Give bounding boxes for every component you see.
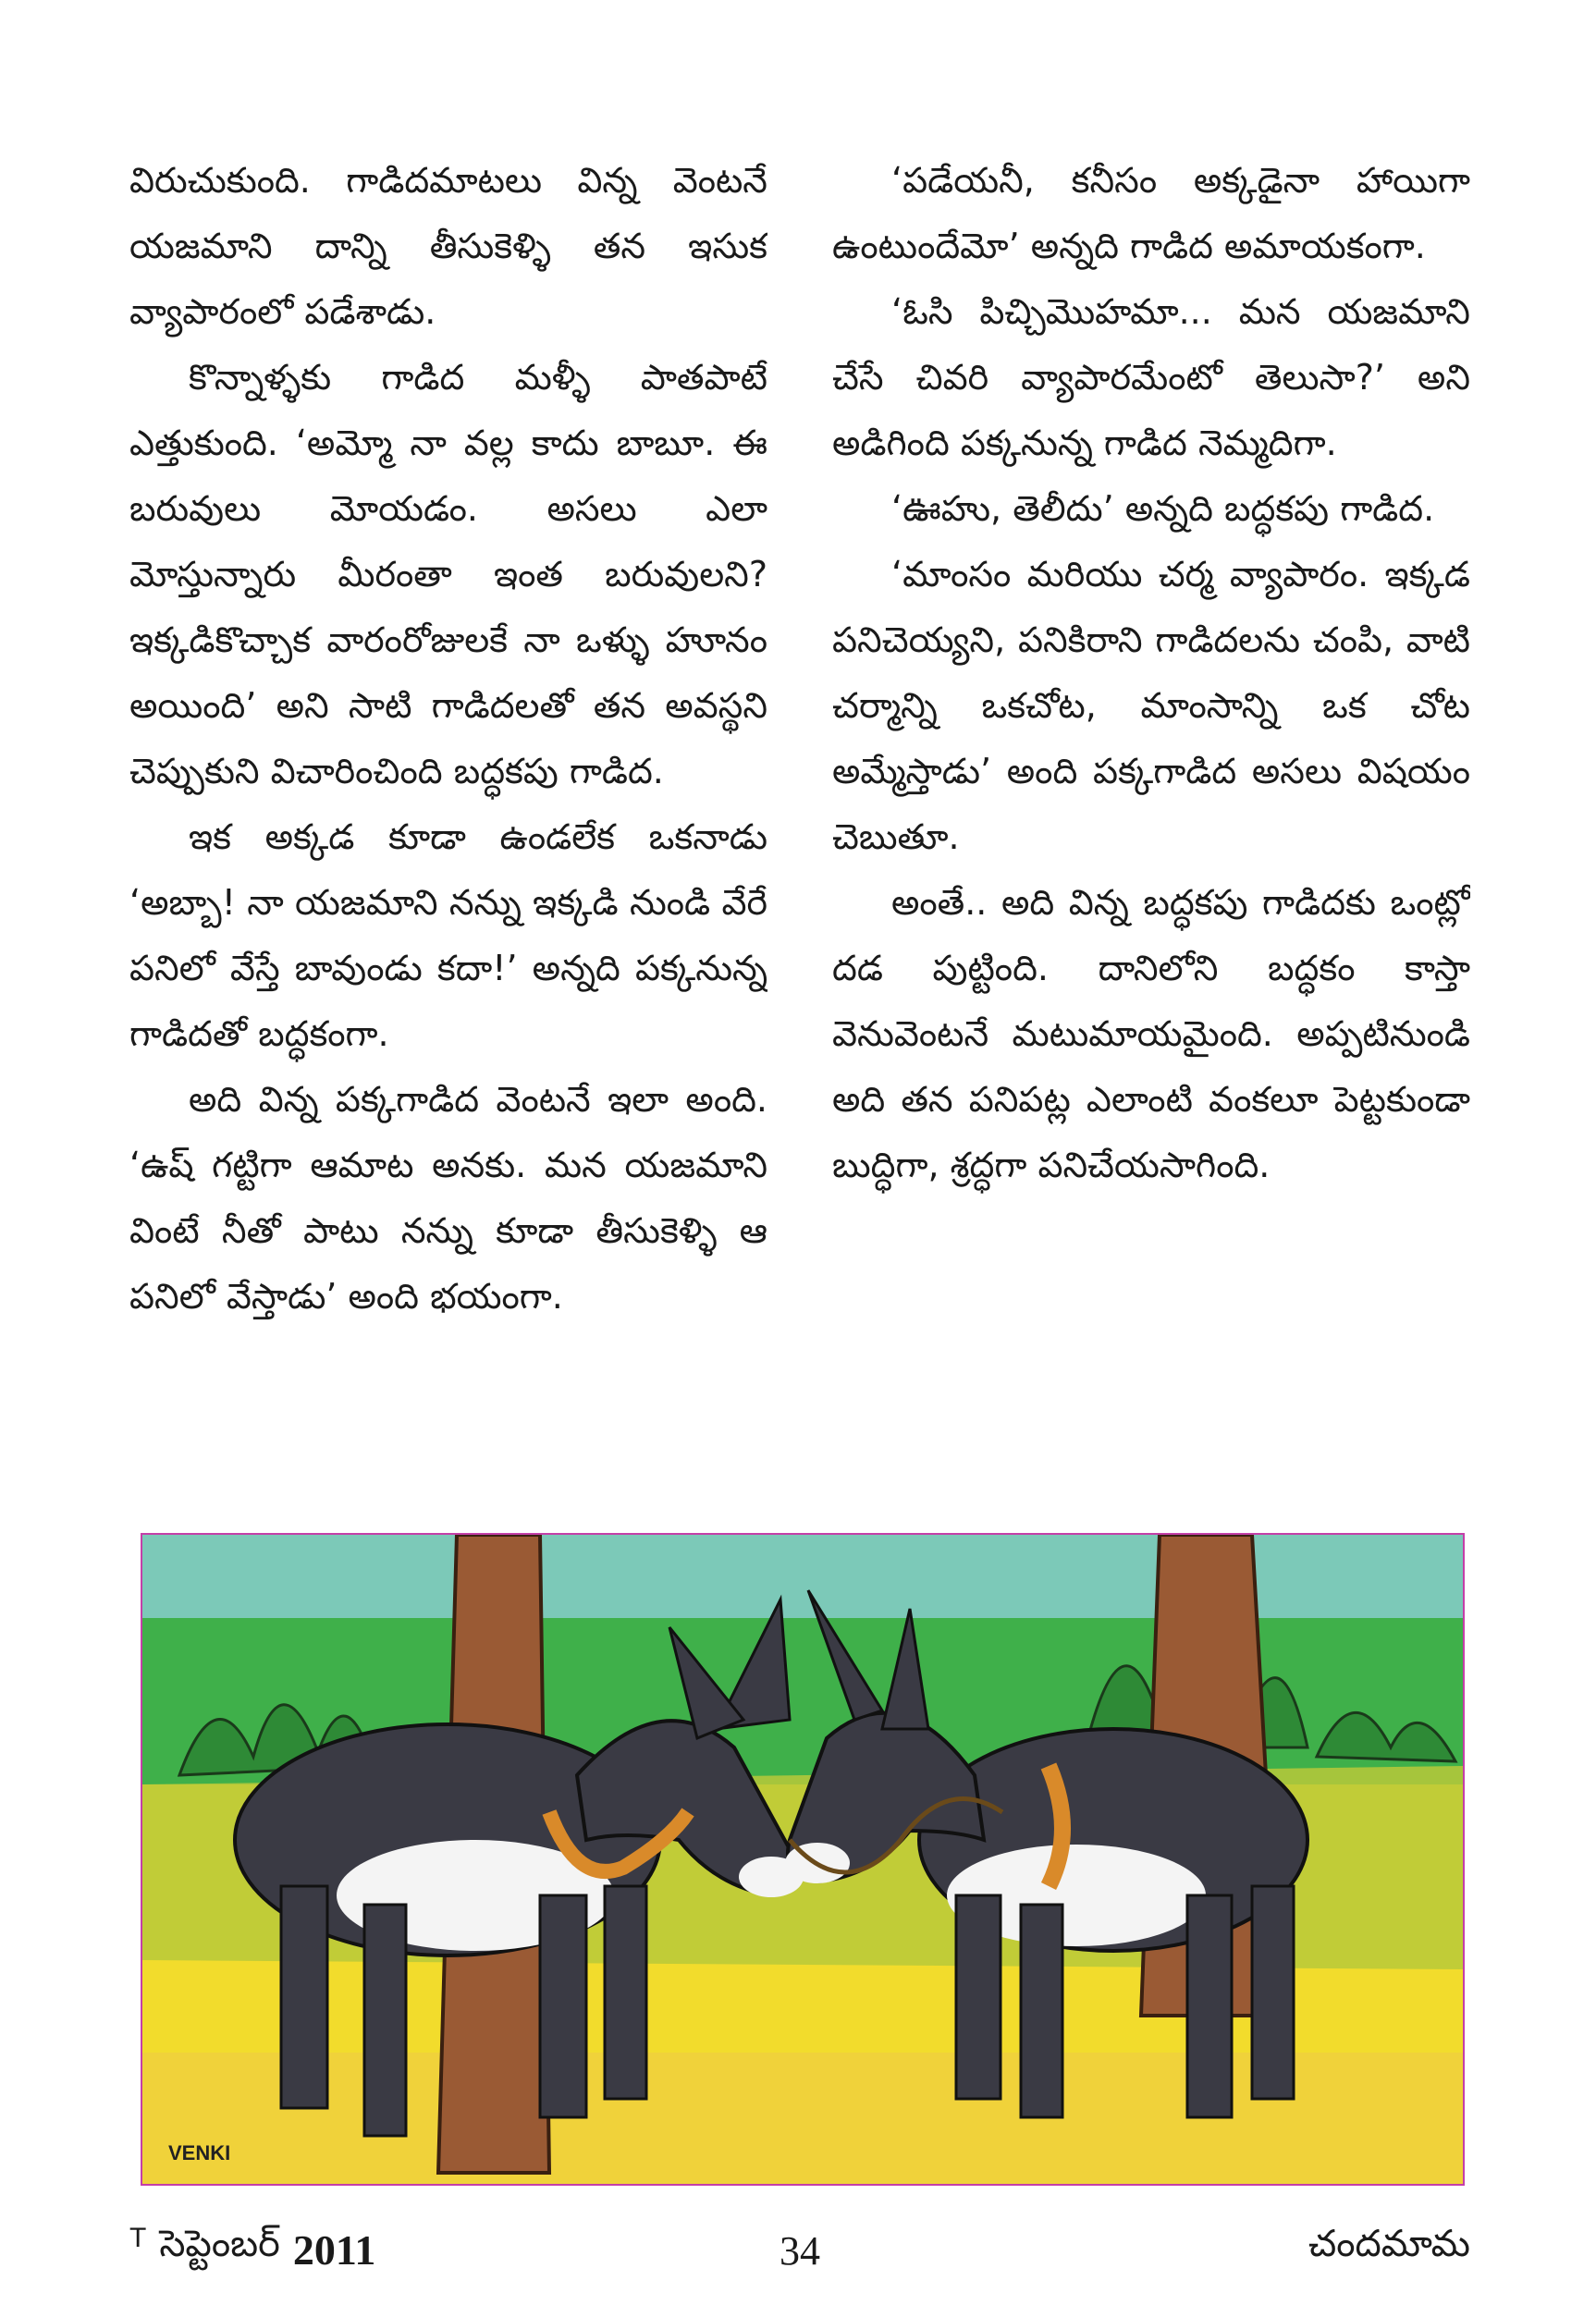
paragraph: ‘ఓసి పిచ్చిమొహమా... మన యజమాని చేసే చివరి వ్యాపారమేంటో తెలుసా?’ అని అడిగింది పక్కనున్న గాడిద నెమ్మదిగా. xyxy=(832,291,1470,463)
paragraph: విరుచుకుంది. గాడిదమాటలు విన్న వెంటనే యజమాని దాన్ని తీసుకెళ్ళి తన ఇసుక వ్యాపారంలో పడేశాడు. xyxy=(129,160,767,332)
issue-date xyxy=(129,2223,592,2274)
issue-month: సెప్టెంబర్ xyxy=(159,2223,280,2265)
issue-year: 2011 xyxy=(292,2226,376,2274)
paragraph: అది విన్న పక్కగాడిద వెంటనే ఇలా అంది. ‘ఉష్ గట్టిగా ఆమాట అనకు. మన యజమాని వింటే నీతో పాటు నన్ను కూడా తీసుకెళ్ళి ఆ పనిలో వేస్తాడు’ అంది భయంగా. xyxy=(129,1079,767,1317)
paragraph: ‘ఊహు, తెలీదు’ అన్నది బద్ధకపు గాడిద. xyxy=(891,488,1435,529)
page-number: 34 xyxy=(780,2228,820,2274)
right-column xyxy=(832,148,1470,1507)
footer-mark: T xyxy=(129,2223,147,2253)
left-column xyxy=(129,148,767,1507)
paragraph: కొన్నాళ్ళకు గాడిద మళ్ళీ పాతపాటే ఎత్తుకుంది. ‘అమ్మో నా వల్ల కాదు బాబూ. ఈ బరువులు మోయడం. అసలు ఎలా మోస్తున్నారు మీరంతా ఇంత బరువులని? ఇక్కడికొచ్చాక వారంరోజులకే నా ఒళ్ళు హూనం అయింది’ అని సాటి గాడిదలతో తన అవస్థని చెప్పుకుని విచారించింది బద్ధకపు గాడిద. xyxy=(129,357,767,791)
page-footer xyxy=(129,2210,1470,2274)
donkeys-illustration xyxy=(141,1533,1465,2186)
paragraph: ‘మాంసం మరియు చర్మ వ్యాపారం. ఇక్కడ పనిచెయ్యని, పనికిరాని గాడిదలను చంపి, వాటి చర్మాన్ని ఒకచోట, మాంసాన్ని ఒక చోట అమ్మేస్తాడు’ అంది పక్కగాడిద అసలు విషయం చెబుతూ. xyxy=(832,554,1470,857)
paragraph: ఇక అక్కడ కూడా ఉండలేక ఒకనాడు ‘అబ్బా! నా యజమాని నన్ను ఇక్కడి నుండి వేరే పనిలో వేస్తే బావుండు కదా!’ అన్నది పక్కనున్న గాడిదతో బద్ధకంగా. xyxy=(129,816,767,1054)
story-columns xyxy=(129,148,1470,1507)
magazine-name: చందమామ xyxy=(1307,2223,1470,2265)
paragraph: ‘పడేయనీ, కనీసం అక్కడైనా హాయిగా ఉంటుందేమో’ అన్నది గాడిద అమాయకంగా. xyxy=(832,160,1470,266)
paragraph: అంతే.. అది విన్న బద్ధకపు గాడిదకు ఒంట్లో దడ పుట్టింది. దానిలోని బద్ధకం కాస్తా వెనువెంటనే మటుమాయమైంది. అప్పటినుండి అది తన పనిపట్ల ఎలాంటి వంకలూ పెట్టకుండా బుద్ధిగా, శ్రద్ధగా పనిచేయసాగింది. xyxy=(832,882,1470,1185)
illustration-art xyxy=(142,1535,1463,2184)
sky-patch xyxy=(142,1535,1463,1618)
artist-signature: VENKI xyxy=(168,2141,231,2164)
